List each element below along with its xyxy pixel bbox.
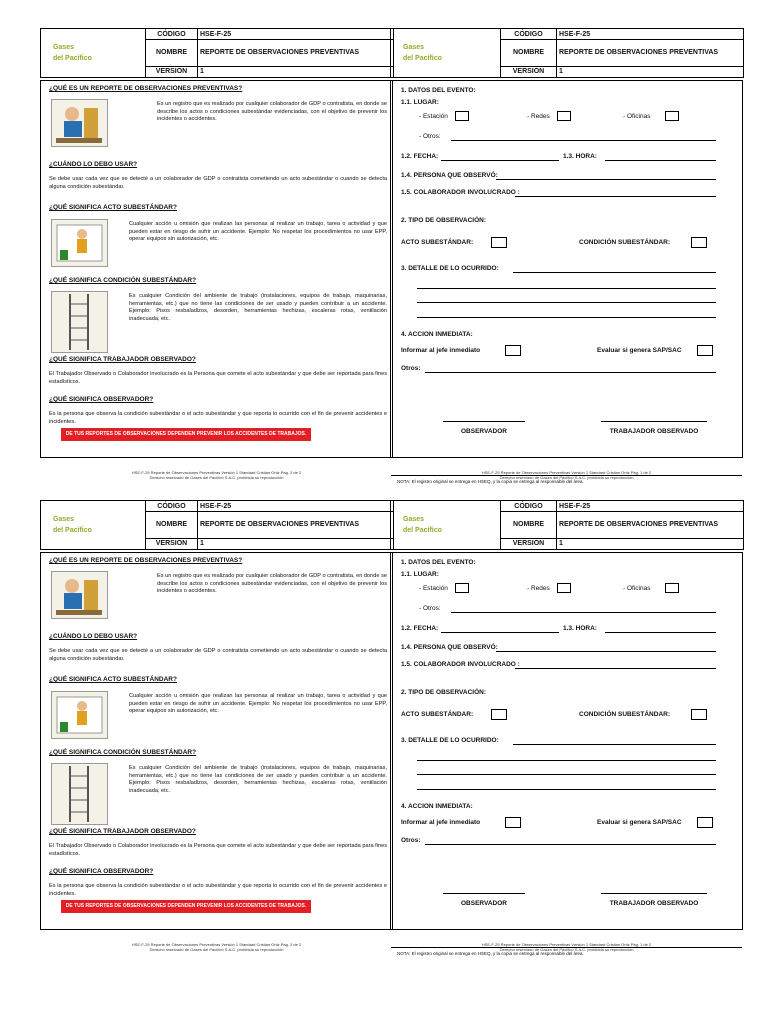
other-actions-label: Otros: — [401, 365, 421, 372]
other-actions-input-line[interactable] — [425, 844, 716, 845]
details-input-line[interactable] — [417, 302, 716, 303]
evaluate-sap-sac-checkbox[interactable] — [697, 345, 713, 356]
observer-signature-label: OBSERVADOR — [461, 428, 507, 435]
version-label: VERSIÓN — [146, 538, 198, 549]
involved-input-line[interactable] — [515, 196, 716, 197]
question-heading: ¿QUÉ SIGNIFICA CONDICIÓN SUBESTÁNDAR? — [49, 277, 197, 284]
unsafe-act-checkbox[interactable] — [491, 237, 507, 248]
answer-text: Es cualquier Condición del ambiente de trabajo (instalaciones, equipos de trabajo, maquinarias, herramientas, etc.) que no tiene las condiciones de ser usado y pueden contribuir a un accidente. Ejemplo: Pisos resbaladizos, desorden, herramientas hechizas, escaleras rotas, ventilación inadecuada, etc. — [129, 765, 387, 794]
answer-text: Se debe usar cada vez que se detecté a un colaborador de GDP o contratista cometiendo un acto subestándar o cuando se detecta alguna condición subestándar. — [49, 176, 387, 190]
question-heading: ¿QUÉ SIGNIFICA OBSERVADOR? — [49, 396, 154, 403]
code-value: HSE-F-25 — [557, 29, 744, 40]
name-label: NOMBRE — [146, 512, 198, 539]
section-details: 3. DETALLE DE LO OCURRIDO: — [401, 265, 499, 272]
name-value: REPORTE DE OBSERVACIONES PREVENTIVAS — [557, 512, 744, 539]
answer-text: Se debe usar cada vez que se detecté a un colaborador de GDP o contratista cometiendo un acto subestándar o cuando se detecta alguna condición subestándar. — [49, 648, 387, 662]
unsafe-condition-checkbox[interactable] — [691, 237, 707, 248]
other-actions-label: Otros: — [401, 837, 421, 844]
observer-input-line[interactable] — [496, 651, 716, 652]
worker-illustration — [51, 99, 108, 147]
version-value: 1 — [557, 66, 744, 77]
form-page-bottom — [390, 500, 743, 956]
info-content — [40, 80, 393, 458]
time-label: 1.3. HORA: — [563, 625, 597, 632]
details-input-line[interactable] — [417, 760, 716, 761]
involved-label: 1.5. COLABORADOR INVOLUCRADO : — [401, 661, 520, 668]
unsafe-act-label: ACTO SUBESTÁNDAR: — [401, 711, 474, 718]
section-immediate-action: 4. ACCION INMEDIATA: — [401, 803, 473, 810]
answer-text: El Trabajador Observado o Colaborador involucrado es la Persona que comete el acto subestándar y que debe ser reportada para fines estadísticos. — [49, 371, 387, 385]
question-heading: ¿QUÉ SIGNIFICA ACTO SUBESTÁNDAR? — [49, 204, 177, 211]
unsafe-act-illustration — [51, 219, 108, 267]
answer-text: Es la persona que observa la condición subestándar o el acto subestándar y que reporta lo ocurrido con el fin de prevenir accidentes e incidentes. — [49, 883, 387, 897]
worker-illustration — [51, 571, 108, 619]
question-heading: ¿QUÉ SIGNIFICA CONDICIÓN SUBESTÁNDAR? — [49, 749, 197, 756]
date-input-line[interactable] — [441, 160, 559, 161]
observer-input-line[interactable] — [496, 179, 716, 180]
observer-label: 1.4. PERSONA QUE OBSERVÓ: — [401, 172, 498, 179]
document-header — [40, 28, 393, 78]
ladder-illustration — [51, 763, 108, 825]
section-observation-type: 2. TIPO DE OBSERVACIÓN: — [401, 689, 486, 696]
section-observation-type: 2. TIPO DE OBSERVACIÓN: — [401, 217, 486, 224]
networks-checkbox[interactable] — [557, 111, 571, 121]
company-logo: Gases del Pacífico — [391, 501, 501, 550]
page-footer: HSE-F-25 Reporte de Observaciones Preventivas Versión 1 Standard Cristian Ortiz Pág. 1 de 2 Derecho reservado de Gases del Pacífico S.A.C. prohibida su reproducción — [481, 470, 652, 480]
question-heading: ¿QUÉ SIGNIFICA ACTO SUBESTÁNDAR? — [49, 676, 177, 683]
info-page-bottom — [40, 500, 393, 952]
note-text: NOTA: El registro original se entrega en HSEQ, y la copia se entrega al responsable del área. — [397, 951, 584, 956]
details-input-line[interactable] — [417, 288, 716, 289]
networks-checkbox[interactable] — [557, 583, 571, 593]
document-header — [40, 500, 393, 550]
answer-text: Es un registro que es realizado por cualquier colaborador de GDP o contratista, en donde se describe los actos o condiciones subestándar evidenciadas, con el objetivo de prevenir los incidentes o accidentes. — [157, 573, 387, 594]
code-label: CÓDIGO — [146, 501, 198, 512]
company-logo: Gases del Pacífico — [41, 29, 146, 78]
version-value: 1 — [198, 66, 394, 77]
networks-label: - Redes — [527, 585, 550, 592]
inform-supervisor-label: Informar al jefe inmediato — [401, 819, 481, 826]
company-logo: Gases del Pacífico — [391, 29, 501, 78]
networks-label: - Redes — [527, 113, 550, 120]
warning-banner: DE TUS REPORTES DE OBSERVACIONES DEPENDEN PREVENIR LOS ACCIDENTES DE TRABAJOS. — [61, 428, 311, 441]
date-input-line[interactable] — [441, 632, 559, 633]
evaluate-sap-sac-label: Evaluar si genera SAP/SAC — [597, 347, 682, 354]
info-content — [40, 552, 393, 930]
details-input-line[interactable] — [417, 789, 716, 790]
info-page-top — [40, 28, 393, 480]
version-label: VERSIÓN — [501, 538, 557, 549]
offices-checkbox[interactable] — [665, 111, 679, 121]
code-label: CÓDIGO — [501, 501, 557, 512]
evaluate-sap-sac-label: Evaluar si genera SAP/SAC — [597, 819, 682, 826]
answer-text: Es un registro que es realizado por cualquier colaborador de GDP o contratista, en donde se describe los actos o condiciones subestándar evidenciadas, con el objetivo de prevenir los incidentes o accidentes. — [157, 101, 387, 122]
form-page-top — [390, 28, 743, 484]
code-label: CÓDIGO — [146, 29, 198, 40]
unsafe-condition-label: CONDICIÓN SUBESTÁNDAR: — [579, 711, 670, 718]
unsafe-act-label: ACTO SUBESTÁNDAR: — [401, 239, 474, 246]
answer-text: Es cualquier Condición del ambiente de trabajo (instalaciones, equipos de trabajo, maquinarias, herramientas, etc.) que no tiene las condiciones de ser usado y pueden contribuir a un accidente. Ejemplo: Pisos resbaladizos, desorden, herramientas hechizas, escaleras rotas, ventilación inadecuada, etc. — [129, 293, 387, 322]
inform-supervisor-checkbox[interactable] — [505, 345, 521, 356]
observer-signature-line[interactable] — [443, 893, 525, 894]
version-label: VERSIÓN — [501, 66, 557, 77]
involved-input-line[interactable] — [515, 668, 716, 669]
involved-label: 1.5. COLABORADOR INVOLUCRADO : — [401, 189, 520, 196]
inform-supervisor-label: Informar al jefe inmediato — [401, 347, 481, 354]
observer-signature-line[interactable] — [443, 421, 525, 422]
worker-signature-label: TRABAJADOR OBSERVADO — [609, 900, 699, 907]
unsafe-condition-label: CONDICIÓN SUBESTÁNDAR: — [579, 239, 670, 246]
time-input-line[interactable] — [605, 160, 716, 161]
others-label: - Otros: — [419, 133, 441, 140]
section-event-data: 1. DATOS DEL EVENTO: — [401, 87, 476, 94]
code-label: CÓDIGO — [501, 29, 557, 40]
document-header — [390, 28, 743, 78]
worker-signature-line[interactable] — [601, 421, 707, 422]
question-heading: ¿QUÉ SIGNIFICA TRABAJADOR OBSERVADO? — [49, 356, 196, 363]
date-label: 1.2. FECHA: — [401, 153, 439, 160]
name-value: REPORTE DE OBSERVACIONES PREVENTIVAS — [198, 40, 394, 67]
question-heading: ¿QUÉ ES UN REPORTE DE OBSERVACIONES PREVENTIVAS? — [49, 557, 243, 564]
offices-label: - Oficinas — [623, 585, 651, 592]
unsafe-act-illustration — [51, 691, 108, 739]
others-input-line[interactable] — [451, 140, 716, 141]
station-label: - Estación — [419, 585, 448, 592]
offices-checkbox[interactable] — [665, 583, 679, 593]
unsafe-condition-checkbox[interactable] — [691, 709, 707, 720]
station-label: - Estación — [419, 113, 448, 120]
station-checkbox[interactable] — [455, 111, 469, 121]
worker-signature-label: TRABAJADOR OBSERVADO — [609, 428, 699, 435]
others-label: - Otros: — [419, 605, 441, 612]
time-input-line[interactable] — [605, 632, 716, 633]
other-actions-input-line[interactable] — [425, 372, 716, 373]
answer-text: Cualquier acción u omisión que realizan las personas al realizar un trabajo, tarea o actividad y que pueden estar en riesgo de sufrir un accidente. Ejemplo: No respetar los procedimientos no usar EPP, operar equipos sin autorización, etc. — [129, 221, 387, 242]
name-label: NOMBRE — [501, 512, 557, 539]
name-value: REPORTE DE OBSERVACIONES PREVENTIVAS — [557, 40, 744, 67]
company-logo: Gases del Pacífico — [41, 501, 146, 550]
page-footer: HSE-F-25 Reporte de Observaciones Preventivas Versión 1 Standard Cristian Ortiz Pág. 2 de 2 Derecho reservado de Gases del Pacífico S.A.C. prohibida su reproducción — [131, 942, 302, 952]
page-footer: HSE-F-25 Reporte de Observaciones Preventivas Versión 1 Standard Cristian Ortiz Pág. 1 de 2 Derecho reservado de Gases del Pacífico S.A.C. prohibida su reproducción — [481, 942, 652, 952]
place-label: 1.1. LUGAR: — [401, 571, 439, 578]
inform-supervisor-checkbox[interactable] — [505, 817, 521, 828]
offices-label: - Oficinas — [623, 113, 651, 120]
question-heading: ¿QUÉ ES UN REPORTE DE OBSERVACIONES PREVENTIVAS? — [49, 85, 243, 92]
answer-text: El Trabajador Observado o Colaborador involucrado es la Persona que comete el acto subestándar y que debe ser reportada para fines estadísticos. — [49, 843, 387, 857]
time-label: 1.3. HORA: — [563, 153, 597, 160]
worker-signature-line[interactable] — [601, 893, 707, 894]
section-immediate-action: 4. ACCION INMEDIATA: — [401, 331, 473, 338]
section-details: 3. DETALLE DE LO OCURRIDO: — [401, 737, 499, 744]
page-footer: HSE-F-25 Reporte de Observaciones Preventivas Versión 1 Standard Cristian Ortiz Pág. 2 de 2 Derecho reservado de Gases del Pacífico S.A.C. prohibida su reproducción — [131, 470, 302, 480]
note-text: NOTA: El registro original se entrega en HSEQ, y la copia se entrega al responsable del área. — [397, 479, 584, 484]
place-label: 1.1. LUGAR: — [401, 99, 439, 106]
ladder-illustration — [51, 291, 108, 353]
question-heading: ¿QUÉ SIGNIFICA TRABAJADOR OBSERVADO? — [49, 828, 196, 835]
code-value: HSE-F-25 — [198, 501, 394, 512]
name-label: NOMBRE — [146, 40, 198, 67]
details-input-line[interactable] — [513, 744, 716, 745]
details-input-line[interactable] — [417, 774, 716, 775]
name-label: NOMBRE — [501, 40, 557, 67]
question-heading: ¿QUÉ SIGNIFICA OBSERVADOR? — [49, 868, 154, 875]
document-header — [390, 500, 743, 550]
answer-text: Cualquier acción u omisión que realizan las personas al realizar un trabajo, tarea o actividad y que pueden estar en riesgo de sufrir un accidente. Ejemplo: No respetar los procedimientos no usar EPP, operar equipos sin autorización, etc. — [129, 693, 387, 714]
version-value: 1 — [198, 538, 394, 549]
unsafe-act-checkbox[interactable] — [491, 709, 507, 720]
version-value: 1 — [557, 538, 744, 549]
question-heading: ¿CUÁNDO LO DEBO USAR? — [49, 161, 138, 168]
question-heading: ¿CUÁNDO LO DEBO USAR? — [49, 633, 138, 640]
date-label: 1.2. FECHA: — [401, 625, 439, 632]
observer-signature-label: OBSERVADOR — [461, 900, 507, 907]
details-input-line[interactable] — [513, 272, 716, 273]
others-input-line[interactable] — [451, 612, 716, 613]
code-value: HSE-F-25 — [198, 29, 394, 40]
section-event-data: 1. DATOS DEL EVENTO: — [401, 559, 476, 566]
station-checkbox[interactable] — [455, 583, 469, 593]
warning-banner: DE TUS REPORTES DE OBSERVACIONES DEPENDEN PREVENIR LOS ACCIDENTES DE TRABAJOS. — [61, 900, 311, 913]
name-value: REPORTE DE OBSERVACIONES PREVENTIVAS — [198, 512, 394, 539]
observer-label: 1.4. PERSONA QUE OBSERVÓ: — [401, 644, 498, 651]
answer-text: Es la persona que observa la condición subestándar o el acto subestándar y que reporta lo ocurrido con el fin de prevenir accidentes e incidentes. — [49, 411, 387, 425]
details-input-line[interactable] — [417, 317, 716, 318]
evaluate-sap-sac-checkbox[interactable] — [697, 817, 713, 828]
version-label: VERSIÓN — [146, 66, 198, 77]
code-value: HSE-F-25 — [557, 501, 744, 512]
